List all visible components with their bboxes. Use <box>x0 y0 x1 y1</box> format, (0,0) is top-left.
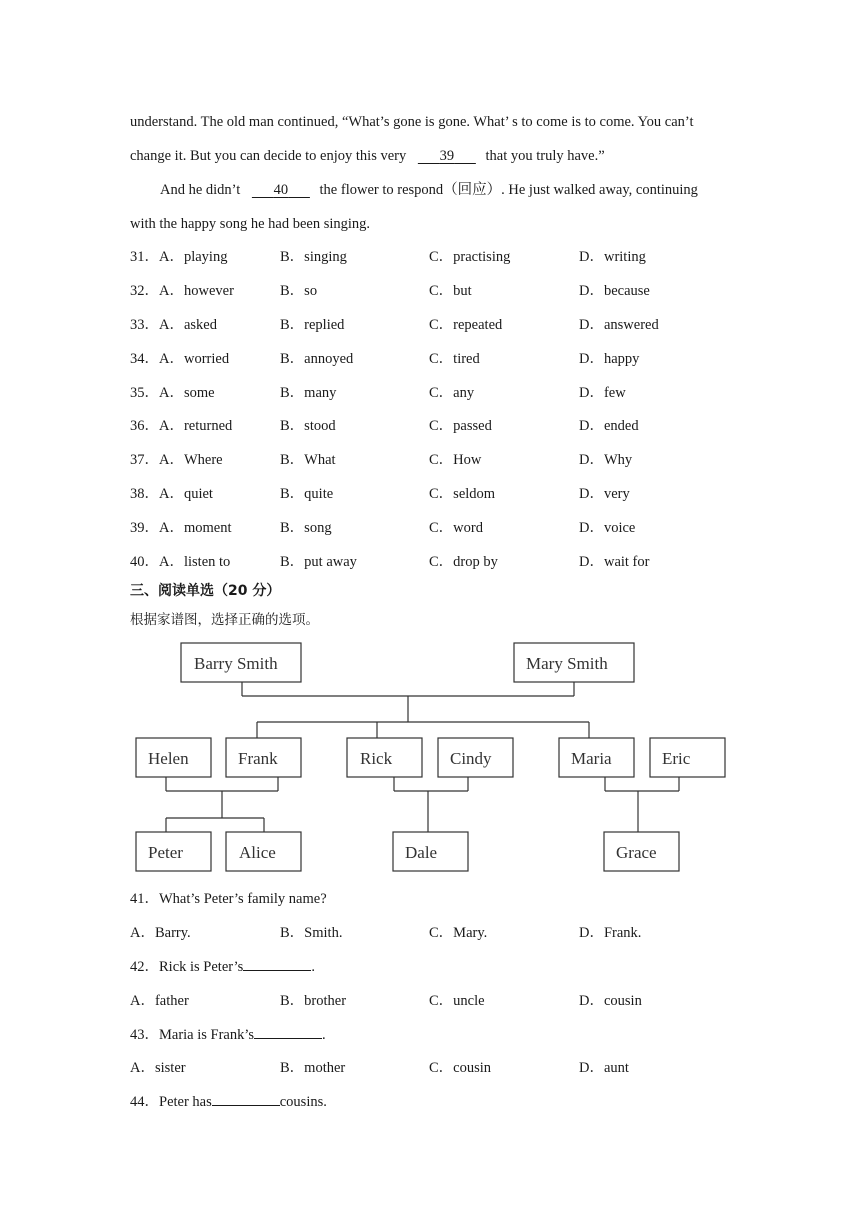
passage-text: the flower to respond（回应）. He just walked away, continuing <box>319 182 698 198</box>
option-a-text: A．however <box>159 283 234 299</box>
question-42-options <box>130 991 730 1011</box>
option-d[interactable]: D．wait for <box>579 554 650 570</box>
option-d[interactable]: D．aunt <box>579 1060 629 1076</box>
tree-node-rick <box>347 738 422 777</box>
option-a-text: A．moment <box>159 520 232 536</box>
node-label: Peter <box>148 843 183 862</box>
option-c[interactable]: C．any <box>429 385 475 401</box>
option-a-text: A．some <box>159 385 215 401</box>
option-d[interactable]: D．Why <box>579 452 633 468</box>
option-d[interactable]: D．few <box>579 385 626 401</box>
tree-node-frank <box>226 738 301 777</box>
tree-node-helen <box>136 738 211 777</box>
question-number: 34． <box>130 351 159 367</box>
tree-node-maria <box>559 738 634 777</box>
question-number: 36． <box>130 418 159 434</box>
passage-text: And he didn’t <box>160 182 241 198</box>
option-b[interactable]: B．stood <box>280 418 336 434</box>
node-label: Cindy <box>450 749 492 768</box>
question-number: 39． <box>130 520 159 536</box>
option-a-text: A．worried <box>159 351 230 367</box>
option-d[interactable]: D．Frank. <box>579 925 642 941</box>
option-b[interactable]: B．many <box>280 385 337 401</box>
option-d[interactable]: D．answered <box>579 317 659 333</box>
option-b[interactable]: B．replied <box>280 317 345 333</box>
option-c[interactable]: C．Mary. <box>429 925 488 941</box>
option-a-text: A．quiet <box>159 486 213 502</box>
option-b[interactable]: B．singing <box>280 249 347 265</box>
passage-line-4: with the happy song he had been singing. <box>130 216 371 232</box>
question-43-options <box>130 1058 730 1078</box>
question-number: 33． <box>130 317 159 333</box>
option-a-text: A．returned <box>159 418 233 434</box>
option-d[interactable]: D．very <box>579 486 630 502</box>
option-c[interactable]: C．but <box>429 283 472 299</box>
passage-text: change it. But you can decide to enjoy this very <box>130 148 407 164</box>
option-c[interactable]: C．uncle <box>429 993 485 1009</box>
option-c[interactable]: C．practising <box>429 249 511 265</box>
tree-node-barry-smith <box>181 643 301 682</box>
tree-node-alice <box>226 832 301 871</box>
question-44-stem <box>130 1092 327 1112</box>
option-a[interactable]: A．Barry. <box>130 925 191 941</box>
option-b[interactable]: B．What <box>280 452 336 468</box>
option-c[interactable]: C．drop by <box>429 554 498 570</box>
option-d[interactable]: D．ended <box>579 418 639 434</box>
question-41-options <box>130 923 730 943</box>
section-title: 三、阅读单选（20 分） <box>130 583 281 599</box>
tree-node-grace <box>604 832 679 871</box>
question-number: 37． <box>130 452 159 468</box>
passage-line-1: understand. The old man continued, “What’s gone is gone. What’ s to come is to come. You can’t <box>130 114 694 130</box>
option-b[interactable]: B．quite <box>280 486 334 502</box>
question-number: 35． <box>130 385 159 401</box>
tree-node-mary-smith <box>514 643 634 682</box>
answer-blank <box>243 957 311 971</box>
node-label: Rick <box>360 749 393 768</box>
option-a-text: A．playing <box>159 249 228 265</box>
blank-40-number: 40 <box>273 182 289 198</box>
option-a-text: A．listen to <box>159 554 231 570</box>
option-a[interactable]: A．father <box>130 993 189 1009</box>
question-43-stem <box>130 1025 326 1045</box>
node-label: Helen <box>148 749 189 768</box>
option-c[interactable]: C．How <box>429 452 482 468</box>
option-a[interactable]: A．sister <box>130 1060 186 1076</box>
question-number: 38． <box>130 486 159 502</box>
answer-blank <box>212 1092 280 1106</box>
option-b[interactable]: B．mother <box>280 1060 346 1076</box>
option-d[interactable]: D．because <box>579 283 650 299</box>
question-number: 32． <box>130 283 159 299</box>
option-b[interactable]: B．so <box>280 283 318 299</box>
option-d[interactable]: D．happy <box>579 351 640 367</box>
node-label: Grace <box>616 843 657 862</box>
question-number: 31． <box>130 249 159 265</box>
option-a-text: A．Where <box>159 452 223 468</box>
option-d[interactable]: D．cousin <box>579 993 642 1009</box>
option-b[interactable]: B．brother <box>280 993 347 1009</box>
option-d[interactable]: D．writing <box>579 249 646 265</box>
tree-node-dale <box>393 832 468 871</box>
option-c[interactable]: C．repeated <box>429 317 503 333</box>
option-b[interactable]: B．Smith. <box>280 925 343 941</box>
tree-node-peter <box>136 832 211 871</box>
section-instruction: 根据家谱图，选择正确的选项。 <box>130 612 319 628</box>
question-number: 40． <box>130 554 159 570</box>
stem-text: . <box>311 959 315 975</box>
tree-node-eric <box>650 738 725 777</box>
node-label: Dale <box>405 843 438 862</box>
stem-text: cousins. <box>279 1094 327 1110</box>
option-c[interactable]: C．seldom <box>429 486 496 502</box>
stem-text: 42．Rick is Peter’s <box>130 959 244 975</box>
option-b[interactable]: B．put away <box>280 554 357 570</box>
node-label: Frank <box>238 749 278 768</box>
option-d[interactable]: D．voice <box>579 520 636 536</box>
blank-39-number: 39 <box>439 148 455 164</box>
tree-node-cindy <box>438 738 513 777</box>
stem-text: 43．Maria is Frank’s <box>130 1027 255 1043</box>
node-label: Barry Smith <box>194 654 278 673</box>
question-41-stem: 41．What’s Peter’s family name? <box>130 891 327 907</box>
option-c[interactable]: C．cousin <box>429 1060 492 1076</box>
option-c[interactable]: C．passed <box>429 418 492 434</box>
answer-blank <box>254 1025 322 1039</box>
stem-text: . <box>322 1027 326 1043</box>
node-label: Alice <box>239 843 276 862</box>
option-b[interactable]: B．annoyed <box>280 351 354 367</box>
option-c[interactable]: C．word <box>429 520 483 536</box>
node-label: Maria <box>571 749 612 768</box>
option-a-text: A．asked <box>159 317 217 333</box>
passage-text: that you truly have.” <box>485 148 605 164</box>
option-b[interactable]: B．song <box>280 520 332 536</box>
stem-text: 44．Peter has <box>130 1094 212 1110</box>
node-label: Mary Smith <box>526 654 608 673</box>
option-c[interactable]: C．tired <box>429 351 480 367</box>
question-42-stem <box>130 957 315 977</box>
node-label: Eric <box>662 749 691 768</box>
